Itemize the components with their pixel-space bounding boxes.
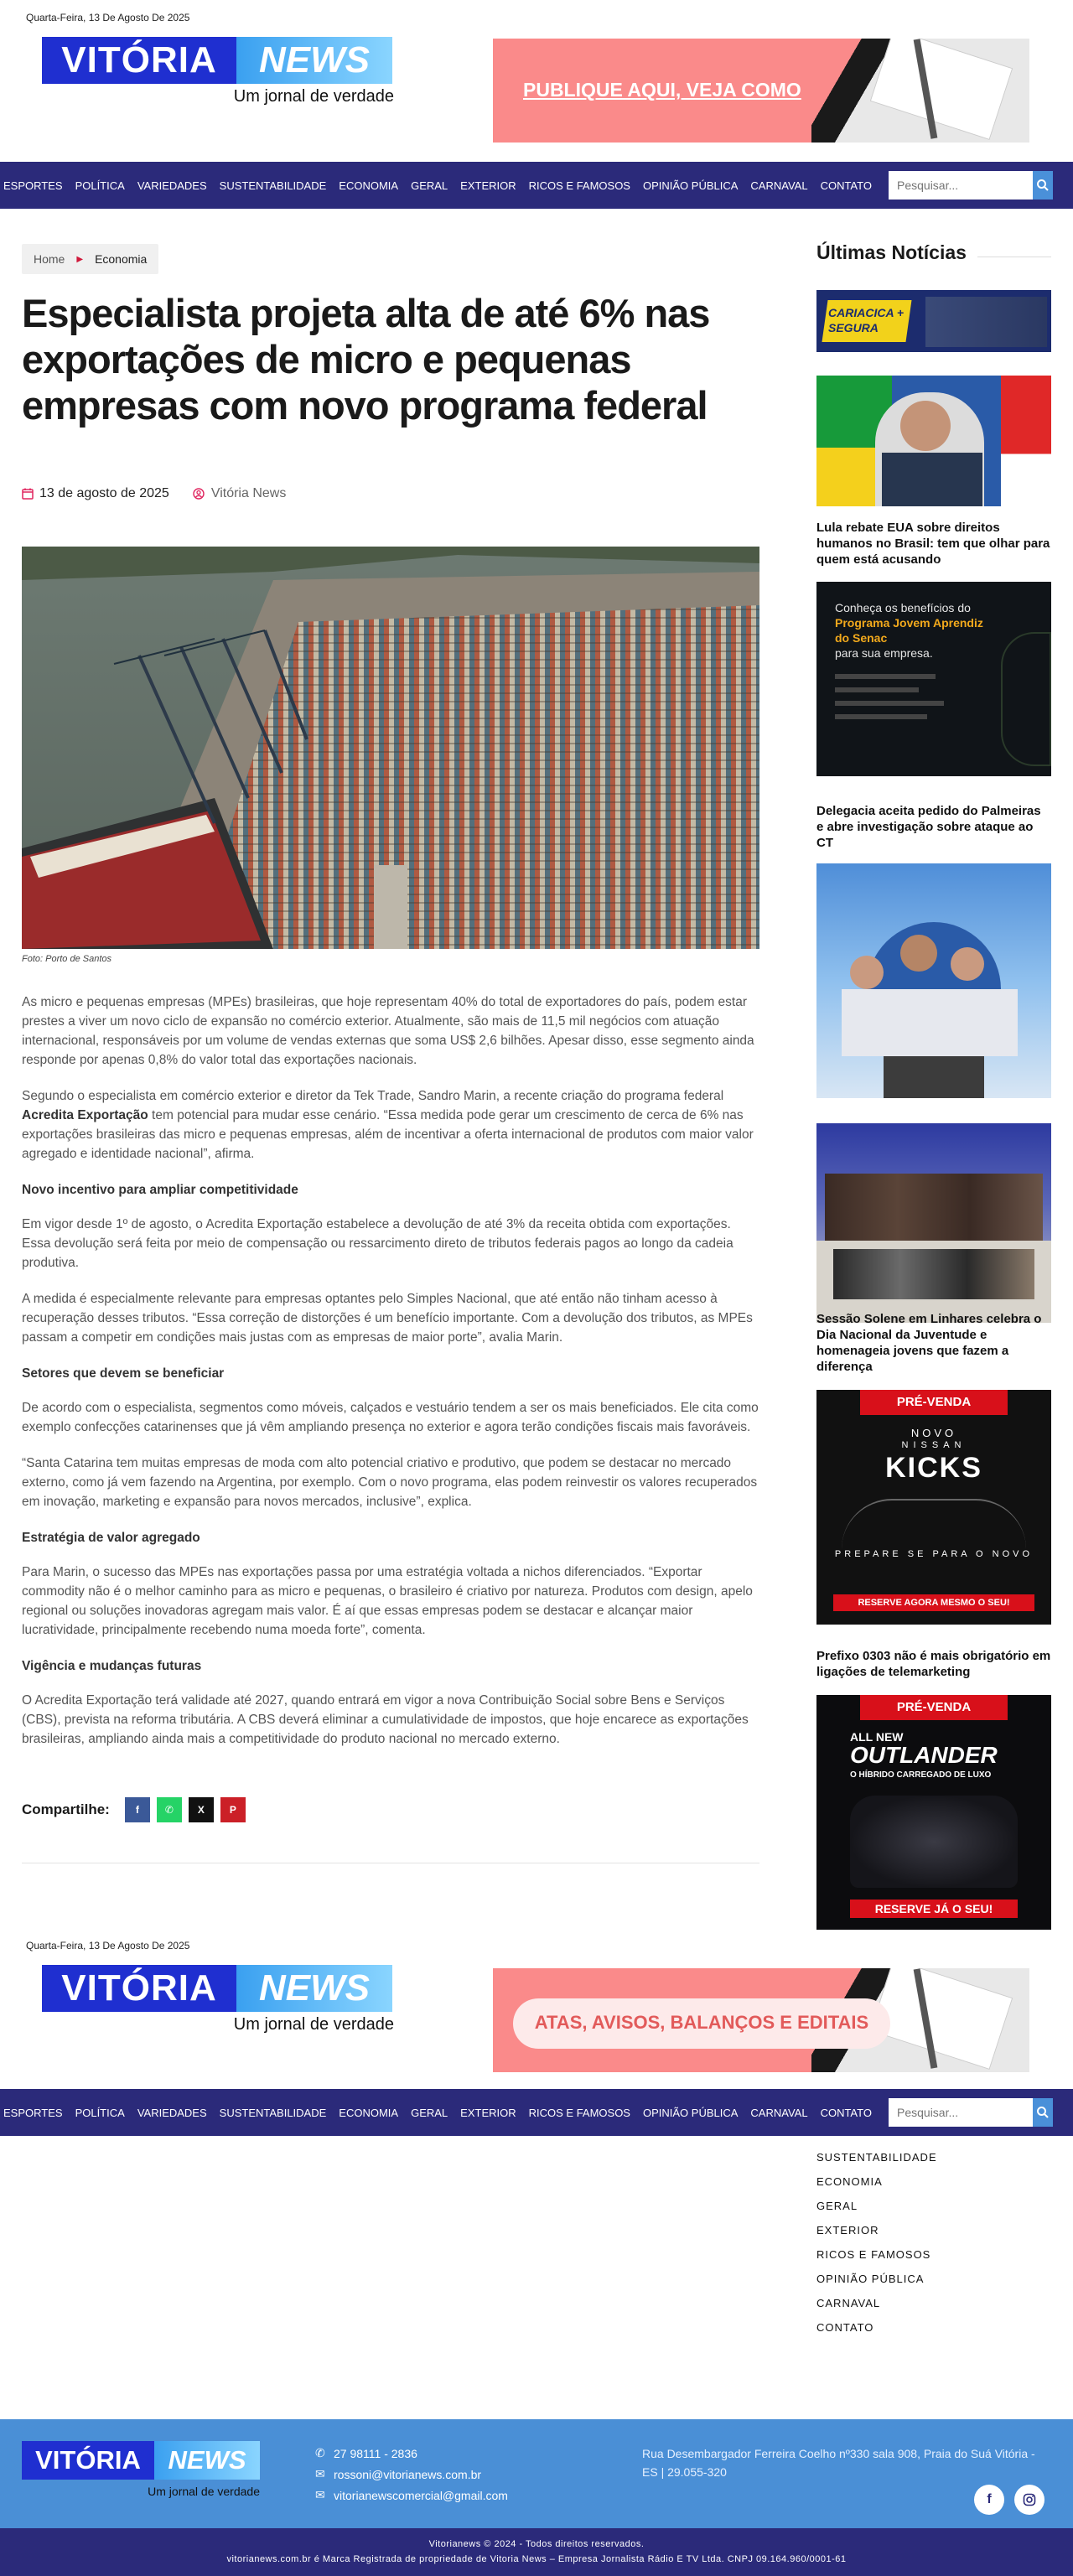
user-icon: [193, 488, 205, 500]
program-link[interactable]: Acredita Exportação: [22, 1108, 148, 1122]
main-nav-2: [0, 2089, 1073, 2136]
header-date: Quarta-Feira, 13 De Agosto De 2025: [26, 12, 190, 23]
ad-nissan-novo: NOVO: [910, 1427, 957, 1439]
menu-carnaval[interactable]: CARNAVAL: [816, 2297, 881, 2309]
ad-outlander-new: ALL NEW: [850, 1730, 904, 1744]
footer-phone[interactable]: 27 98111 - 2836: [334, 2446, 417, 2460]
ad-outlander[interactable]: [816, 1695, 1051, 1930]
paragraph: O Acredita Exportação terá validade até 2027, quando entrará em vigor a nova Contribuição Social sobre Bens e Serviços (CBS), prevista na reforma tributária. A CBS deverá eliminar a cumulatividade de impostos, que hoje encarece as exportações brasileiras, ampliando ainda mais a competitividade do produto nacional no mercado externo.: [22, 1693, 749, 1746]
article-body: [22, 993, 759, 1765]
mail-icon: ✉: [315, 2488, 325, 2501]
nav-ricos-e-famosos[interactable]: RICOS E FAMOSOS: [528, 179, 630, 192]
section-heading: Vigência e mudanças futuras: [22, 1659, 202, 1673]
ad-outlander-cta[interactable]: RESERVE JÁ O SEU!: [850, 1900, 1018, 1918]
paragraph: As micro e pequenas empresas (MPEs) brasileiras, que hoje representam 40% do total de exportadores do país, podem estar prestes a viver um novo ciclo de expansão no comércio exterior. Atualmente, são mais de 11,5 mil negócios com atuação internacional, responsáveis por um volume de vendas externas que soma US$ 2,6 bilhões. Apesar disso, esse segmento ainda responde por apenas 0,8% do valor total das exportações nacionais.: [22, 995, 754, 1067]
nav-variedades[interactable]: VARIEDADES: [137, 2106, 207, 2119]
nav-geral[interactable]: GERAL: [411, 179, 448, 192]
nav-exterior[interactable]: EXTERIOR: [460, 179, 516, 192]
article-hero-image: [22, 547, 759, 949]
ad-nissan-pre: PRÉ-VENDA: [860, 1390, 1008, 1415]
port-photo: [22, 547, 759, 949]
footer-logo[interactable]: [22, 2441, 260, 2508]
nav-contato[interactable]: CONTATO: [820, 179, 872, 192]
section-heading: Setores que devem se beneficiar: [22, 1366, 225, 1381]
nav-sustentabilidade[interactable]: SUSTENTABILIDADE: [219, 179, 327, 192]
mail-icon: ✉: [315, 2467, 325, 2480]
article-meta: [22, 486, 286, 501]
headline-link[interactable]: Sessão Solene em Linhares celebra o Dia Nacional da Juventude e homenageia jovens que fazem a diferença: [816, 1312, 1042, 1374]
footer-category-menu: [816, 2151, 937, 2345]
footer-contact: [315, 2443, 508, 2506]
facebook-button[interactable]: [974, 2485, 1004, 2515]
search-input[interactable]: [889, 171, 1033, 200]
nav-esportes[interactable]: ESPORTES: [3, 179, 63, 192]
menu-ricos-e-famosos[interactable]: RICOS E FAMOSOS: [816, 2248, 931, 2261]
menu-opiniao-publica[interactable]: OPINIÃO PÚBLICA: [816, 2273, 925, 2285]
logo-tagline: Um jornal de verdade: [233, 87, 394, 106]
publique-banner-text: PUBLIQUE AQUI, VEJA COMO: [523, 79, 801, 101]
menu-contato[interactable]: CONTATO: [816, 2321, 874, 2334]
nav-carnaval[interactable]: CARNAVAL: [750, 2106, 808, 2119]
ad-jovem-line1: Conheça os benefícios do: [835, 601, 971, 614]
nav-contato[interactable]: CONTATO: [820, 2106, 872, 2119]
search-button[interactable]: [1033, 171, 1053, 200]
ad-outlander-pre: PRÉ-VENDA: [860, 1695, 1008, 1720]
logo-vitoria: VITÓRIA: [42, 1965, 236, 2012]
whatsapp-icon: ✆: [164, 1804, 174, 1816]
share-whatsapp-button[interactable]: [157, 1797, 182, 1822]
ad-cariacica[interactable]: [816, 290, 1051, 352]
ad-nissan-cta[interactable]: RESERVE AGORA MESMO O SEU!: [833, 1594, 1034, 1611]
nav-carnaval[interactable]: CARNAVAL: [750, 179, 808, 192]
headline3-image[interactable]: [816, 1123, 1051, 1323]
headline1-image[interactable]: [816, 376, 1051, 506]
logo-news: NEWS: [154, 2441, 260, 2480]
ad-nissan-sub: PREPARE SE PARA O NOVO: [834, 1549, 1034, 1559]
article-author[interactable]: Vitória News: [210, 486, 287, 500]
menu-exterior[interactable]: EXTERIOR: [816, 2224, 879, 2237]
paragraph: “Santa Catarina tem muitas empresas de moda com alto potencial criativo e produtivo, que podem se destacar no mercado externo, como já vem fazendo na Argentina, por exemplo. Com o novo programa, elas podem reinvestir os valores recuperados em inovação, marketing e expansão para novos mercados, inclusive”, explica.: [22, 1456, 758, 1509]
headline2-image[interactable]: [816, 863, 1051, 1098]
ad-nissan-brand: NISSAN: [901, 1440, 967, 1450]
search-form-2: [889, 2098, 1053, 2127]
logo-news: NEWS: [236, 1965, 392, 2012]
nav-ricos-e-famosos[interactable]: RICOS E FAMOSOS: [528, 2106, 630, 2119]
site-logo-2[interactable]: [42, 1965, 394, 2057]
ad-jovem-aprendiz[interactable]: [816, 582, 1051, 776]
search-icon: [1036, 179, 1050, 192]
menu-sustentabilidade[interactable]: SUSTENTABILIDADE: [816, 2151, 937, 2164]
paragraph-text: tem potencial para mudar esse cenário. “Essa medida pode gerar um crescimento de cerca de 6% nas exportações brasileiras das micro e pequenas empresas, além de incentivar a oferta internacional de produtos com maior valor agregado e identidade nacional”, afirma.: [22, 1108, 754, 1161]
breadcrumb-current[interactable]: Economia: [95, 252, 148, 266]
search-form: [889, 171, 1053, 200]
ad-nissan-model: KICKS: [885, 1452, 982, 1484]
ad-outlander-sub: O HÍBRIDO CARREGADO DE LUXO: [850, 1770, 992, 1780]
breadcrumb-home[interactable]: Home: [34, 252, 65, 266]
footer-email-2[interactable]: vitorianewscomercial@gmail.com: [334, 2488, 508, 2502]
ad-jovem-line3: do Senac: [835, 631, 888, 645]
instagram-button[interactable]: [1014, 2485, 1044, 2515]
editais-banner[interactable]: [493, 1968, 1029, 2072]
menu-economia[interactable]: ECONOMIA: [816, 2175, 883, 2188]
share-pinterest-button[interactable]: [220, 1797, 246, 1822]
logo-vitoria: VITÓRIA: [42, 37, 236, 84]
paragraph: De acordo com o especialista, segmentos como móveis, calçados e vestuário tendem a ser os mais beneficiados. Ele cita como exemplo confecções catarinenses que já vêm ampliando presença no exterior e agora terão condições fiscais mais favoráveis.: [22, 1401, 759, 1434]
breadcrumb-separator-icon: ▶: [76, 254, 84, 264]
sidebar-title: Últimas Notícias: [816, 241, 967, 263]
menu-geral[interactable]: GERAL: [816, 2200, 858, 2212]
publique-banner[interactable]: [493, 39, 1029, 143]
x-icon: X: [197, 1804, 205, 1816]
nav-economia[interactable]: ECONOMIA: [339, 179, 399, 192]
nav-esportes[interactable]: ESPORTES: [3, 2106, 63, 2119]
logo-vitoria: VITÓRIA: [22, 2441, 154, 2480]
nav-variedades[interactable]: VARIEDADES: [137, 179, 207, 192]
paragraph-text: Segundo o especialista em comércio exterior e diretor da Tek Trade, Sandro Marin, a recente criação do programa federal: [22, 1089, 724, 1103]
nav-economia[interactable]: ECONOMIA: [339, 2106, 399, 2119]
share-x-button[interactable]: [189, 1797, 214, 1822]
image-caption: Foto: Porto de Santos: [22, 954, 112, 964]
ad-cariacica-text: CARIACICA + SEGURA: [828, 306, 905, 334]
headline-link[interactable]: Lula rebate EUA sobre direitos humanos no Brasil: tem que olhar para quem está acusando: [816, 521, 1050, 567]
footer-email-1[interactable]: rossoni@vitorianews.com.br: [334, 2467, 482, 2481]
editais-banner-text: ATAS, AVISOS, BALANÇOS E EDITAIS: [534, 2012, 869, 2033]
ad-nissan-kicks[interactable]: [816, 1390, 1051, 1625]
share-facebook-button[interactable]: [125, 1797, 150, 1822]
copyright-bar: [0, 2528, 1073, 2576]
pinterest-icon: P: [229, 1804, 236, 1816]
site-logo[interactable]: [42, 37, 394, 129]
paragraph: Em vigor desde 1º de agosto, o Acredita Exportação estabelece a devolução de até 3% da receita obtida com exportações. Essa devolução será feita por meio de compensação ou ressarcimento direto de tributos federais pagos ao longo da cadeia produtiva.: [22, 1217, 733, 1270]
copyright-text: Vitorianews © 2024 - Todos direitos reservados.: [428, 2539, 645, 2549]
logo-tagline: Um jornal de verdade: [233, 2015, 394, 2034]
search-button-2[interactable]: [1033, 2098, 1053, 2127]
share-bar: [22, 1797, 252, 1822]
nav-opiniao-publica[interactable]: OPINIÃO PÚBLICA: [642, 179, 739, 192]
search-input-2[interactable]: [889, 2098, 1033, 2127]
facebook-icon: f: [135, 1804, 139, 1816]
ad-jovem-line4: para sua empresa.: [835, 646, 933, 660]
footer-address: Rua Desembargador Ferreira Coelho nº330 sala 908, Praia do Suá Vitória - ES | 29.055-320: [642, 2447, 1035, 2479]
paragraph: A medida é especialmente relevante para empresas optantes pelo Simples Nacional, que até então não tinham acesso à recuperação desses tributos. “Essa correção de distorções é um benefício importante. Com a devolução dos tributos, as MPEs passam a competir em condições mais justas com as empresas de maior porte”, avalia Marin.: [22, 1292, 753, 1345]
article-title: Especialista projeta alta de até 6% nas exportações de micro e pequenas empresas com novo programa federal: [22, 291, 710, 428]
site-footer: [0, 2419, 1073, 2528]
section-heading: Novo incentivo para ampliar competitividade: [22, 1183, 298, 1197]
article-date: 13 de agosto de 2025: [39, 486, 169, 500]
section-heading: Estratégia de valor agregado: [22, 1531, 200, 1545]
nav-geral[interactable]: GERAL: [411, 2106, 448, 2119]
share-label: Compartilhe:: [22, 1801, 110, 1817]
paragraph: Para Marin, o sucesso das MPEs nas exportações passa por uma estratégia voltada a nichos diferenciados. “Exportar commodity não é o melhor caminho para as micro e pequenas, o brasileiro é criativo por natureza. Produtos com design, apelo regional ou soluções inovadoras agregam mais valor. É aí que essas empresas podem se destacar e alcançar maior lucratividade, principalmente recebendo numa moeda forte”, comenta.: [22, 1565, 753, 1637]
phone-icon: ✆: [315, 2446, 325, 2459]
header-date-2: Quarta-Feira, 13 De Agosto De 2025: [26, 1940, 190, 1951]
nav-opiniao-publica[interactable]: OPINIÃO PÚBLICA: [642, 2106, 739, 2119]
instagram-icon: [1023, 2493, 1036, 2506]
nav-sustentabilidade[interactable]: SUSTENTABILIDADE: [219, 2106, 327, 2119]
ad-outlander-model: OUTLANDER: [850, 1742, 998, 1768]
headline-link[interactable]: Prefixo 0303 não é mais obrigatório em ligações de telemarketing: [816, 1649, 1051, 1679]
calendar-icon: [22, 488, 34, 500]
ad-jovem-line2: Programa Jovem Aprendiz: [835, 616, 983, 630]
search-icon: [1036, 2106, 1050, 2119]
nav-politica[interactable]: POLÍTICA: [75, 179, 125, 192]
breadcrumb: [22, 244, 158, 274]
nav-politica[interactable]: POLÍTICA: [75, 2106, 125, 2119]
paragraph: [22, 1086, 759, 1164]
nav-exterior[interactable]: EXTERIOR: [460, 2106, 516, 2119]
logo-tagline: Um jornal de verdade: [148, 2485, 260, 2498]
headline-link[interactable]: Delegacia aceita pedido do Palmeiras e abre investigação sobre ataque ao CT: [816, 804, 1041, 850]
main-nav: [0, 162, 1073, 209]
facebook-icon: f: [987, 2492, 992, 2506]
logo-news: NEWS: [236, 37, 392, 84]
legal-text: vitorianews.com.br é Marca Registrada de propriedade de Vitoria News – Empresa Jornalista Rádio E TV Ltda. CNPJ 09.164.960/0001-61: [226, 2554, 847, 2564]
